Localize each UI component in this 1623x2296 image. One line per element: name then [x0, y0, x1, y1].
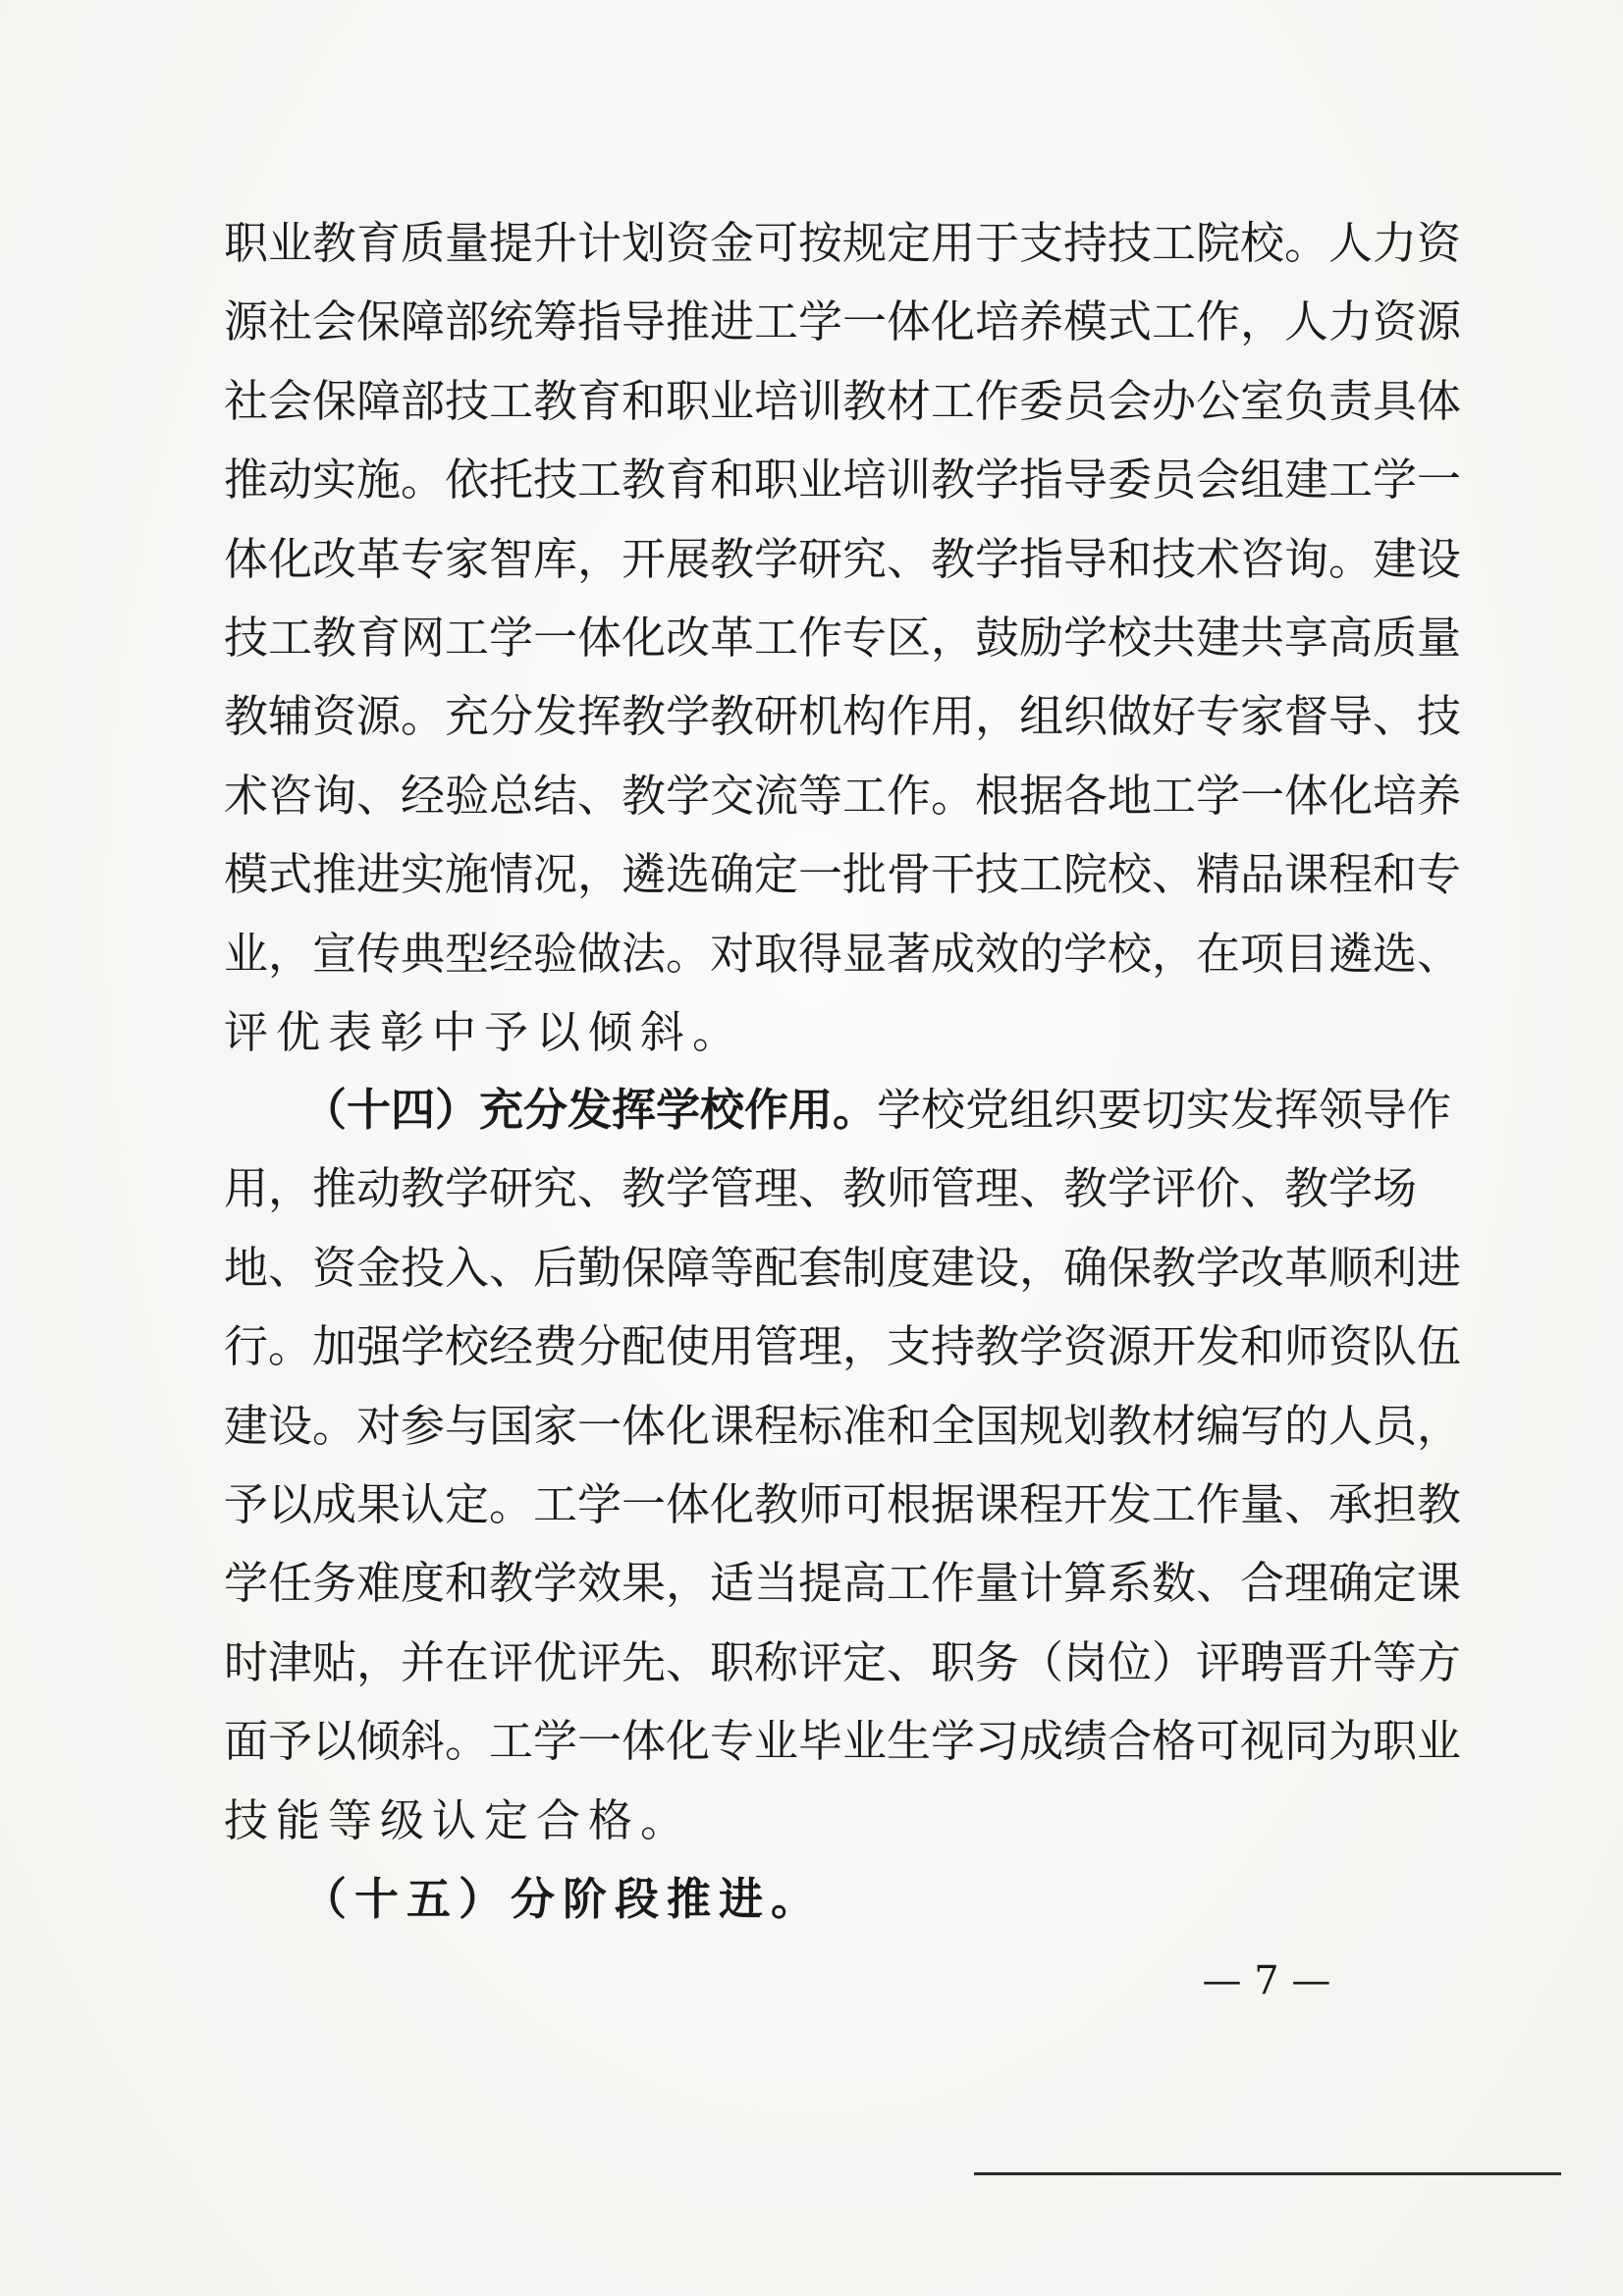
text-line: 教辅资源。充分发挥教学教研机构作用，组织做好专家督导、技 — [224, 690, 1462, 743]
text-line: 建设。对参与国家一体化课程标准和全国规划教材编写的人员， — [224, 1399, 1462, 1452]
text-line: 社会保障部技工教育和职业培训教材工作委员会办公室负责具体 — [224, 374, 1462, 427]
text-line: 面予以倾斜。工学一体化专业毕业生学习成绩合格可视同为职业 — [224, 1715, 1462, 1768]
text-line: 术咨询、经验总结、教学交流等工作。根据各地工学一体化培养 — [224, 769, 1462, 822]
text-line: 业，宣传典型经验做法。对取得显著成效的学校，在项目遴选、 — [224, 927, 1462, 980]
section-15-heading: （十五）分阶段推进。 — [302, 1873, 824, 1925]
text-line: 予以成果认定。工学一体化教师可根据课程开发工作量、承担教 — [224, 1478, 1462, 1530]
footer-rule — [974, 2172, 1561, 2175]
text-line: 推动实施。依托技工教育和职业培训教学指导委员会组建工学一 — [224, 454, 1462, 507]
section-14-text: 学校党组织要切实发挥领导作 — [877, 1084, 1452, 1136]
text-line: 行。加强学校经费分配使用管理，支持教学资源开发和师资队伍 — [224, 1320, 1462, 1373]
text-line: 用，推动教学研究、教学管理、教师管理、教学评价、教学场 — [224, 1162, 1418, 1215]
text-line: 源社会保障部统筹指导推进工学一体化培养模式工作，人力资源 — [224, 295, 1462, 348]
text-line: 技工教育网工学一体化改革工作专区，鼓励学校共建共享高质量 — [224, 612, 1462, 664]
section-14-first-line — [224, 1071, 1452, 1149]
text-line: 职业教育质量提升计划资金可按规定用于支持技工院校。人力资 — [224, 217, 1462, 269]
text-line: 技能等级认定合格。 — [224, 1793, 693, 1846]
page-number: — 7 — — [1202, 1958, 1331, 2003]
text-line: 体化改革专家智库，开展教学研究、教学指导和技术咨询。建设 — [224, 532, 1462, 585]
section-14-heading: （十四）充分发挥学校作用。 — [302, 1084, 878, 1136]
text-line: 评优表彰中予以倾斜。 — [224, 1006, 745, 1058]
text-line: 地、资金投入、后勤保障等配套制度建设，确保教学改革顺利进 — [224, 1241, 1462, 1294]
text-line: 学任务难度和教学效果，适当提高工作量计算系数、合理确定课 — [224, 1557, 1462, 1610]
text-line: 时津贴，并在评优评先、职称评定、职务（岗位）评聘晋升等方 — [224, 1635, 1462, 1688]
text-line: 模式推进实施情况，遴选确定一批骨干技工院校、精品课程和专 — [224, 848, 1462, 901]
